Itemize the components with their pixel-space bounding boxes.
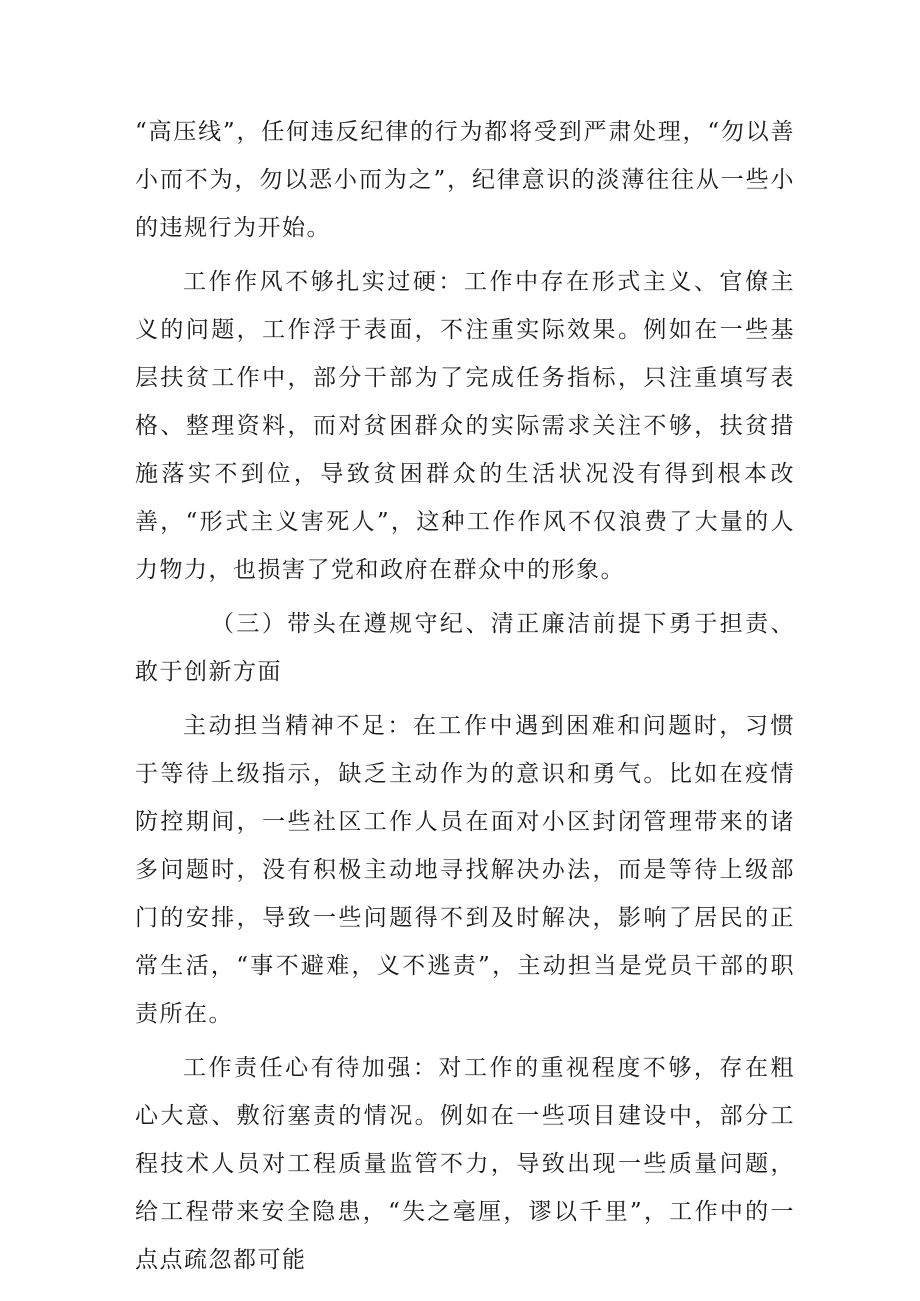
paragraph-responsibility: 工作责任心有待加强：对工作的重视程度不够，存在粗心大意、敷衍塞责的情况。例如在一些项目建设中，部分工程技术人员对工程质量监管不力，导致出现一些质量问题，给工程带来安全隐患，“失之毫厘，谬以千里”，工作中的一点点疏忽都可能	[135, 1055, 795, 1273]
paragraph-initiative: 主动担当精神不足：在工作中遇到困难和问题时，习惯于等待上级指示，缺乏主动作为的意识和勇气。比如在疫情防控期间，一些社区工作人员在面对小区封闭管理带来的诸多问题时，没有积极主动地寻找解决办法，而是等待上级部门的安排，导致一些问题得不到及时解决，影响了居民的正常生活，“事不避难，义不逃责”，主动担当是党员干部的职责所在。	[135, 713, 795, 1027]
section-heading-3: （三）带头在遵规守纪、清正廉洁前提下勇于担责、敢于创新方面	[135, 611, 795, 685]
paragraph-work-style: 工作作风不够扎实过硬：工作中存在形式主义、官僚主义的问题，工作浮于表面，不注重实际效果。例如在一些基层扶贫工作中，部分干部为了完成任务指标，只注重填写表格、整理资料，而对贫困群众的实际需求关注不够，扶贫措施落实不到位，导致贫困群众的生活状况没有得到根本改善，“形式主义害死人”，这种工作作风不仅浪费了大量的人力物力，也损害了党和政府在群众中的形象。	[135, 269, 795, 583]
paragraph-continuation: “高压线”，任何违反纪律的行为都将受到严肃处理，“勿以善小而不为，勿以恶小而为之”，纪律意识的淡薄往往从一些小的违规行为开始。	[135, 119, 795, 241]
document-body	[135, 108, 795, 1284]
